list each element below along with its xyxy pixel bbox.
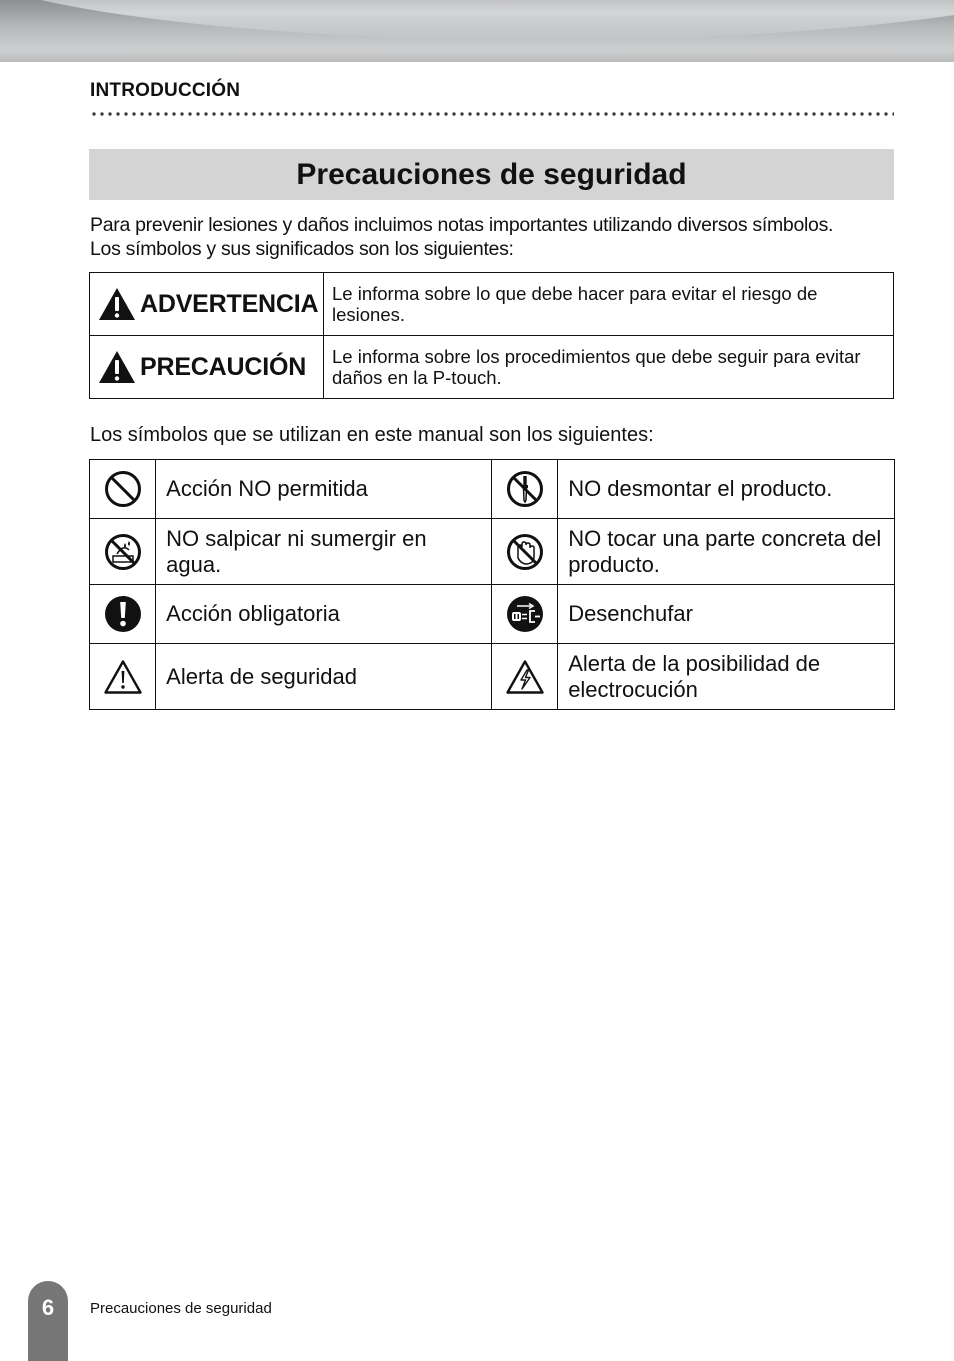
signal-word-warning: ADVERTENCIA: [140, 289, 319, 318]
symbol-label: Acción obligatoria: [156, 585, 492, 644]
page-number-tab: [28, 1281, 68, 1361]
signal-word-table: [89, 272, 894, 399]
section-label: INTRODUCCIÓN: [90, 80, 241, 101]
table-row: [90, 460, 895, 519]
signal-row-warning: [90, 273, 894, 336]
symbols-intro: Los símbolos que se utilizan en este manual son los siguientes:: [90, 424, 654, 446]
footer-title: Precauciones de seguridad: [90, 1300, 272, 1317]
signal-word-caution: PRECAUCIÓN: [140, 352, 307, 381]
safety-alert-icon: [103, 659, 143, 695]
symbol-label: NO tocar una parte concreta del producto.: [558, 519, 895, 585]
signal-desc-caution: Le informa sobre los procedimientos que debe seguir para evitar daños en la P-touch.: [324, 336, 894, 399]
symbol-label: Alerta de seguridad: [156, 644, 492, 710]
dotted-divider: [90, 110, 894, 118]
symbol-label: NO desmontar el producto.: [558, 460, 895, 519]
page-title: Precauciones de seguridad: [296, 157, 687, 191]
top-banner: [0, 0, 954, 62]
warning-triangle-icon: [98, 287, 136, 321]
no-disassemble-icon: [505, 469, 545, 509]
table-row: [90, 644, 895, 710]
electric-shock-icon: [505, 659, 545, 695]
table-row: [90, 585, 895, 644]
no-touch-icon: [505, 532, 545, 572]
intro-line-2: Los símbolos y sus significados son los siguientes:: [90, 238, 514, 260]
prohibited-icon: [103, 469, 143, 509]
intro-line-1: Para prevenir lesiones y daños incluimos notas importantes utilizando diversos símbolos.: [90, 214, 834, 236]
no-water-icon: [103, 532, 143, 572]
symbols-table: [89, 459, 895, 710]
mandatory-action-icon: [103, 594, 143, 634]
intro-text: [90, 213, 900, 261]
signal-desc-warning: Le informa sobre lo que debe hacer para evitar el riesgo de lesiones.: [324, 273, 894, 336]
title-bar: [89, 149, 894, 200]
page-number: 6: [41, 1295, 55, 1320]
unplug-icon: [505, 594, 545, 634]
symbol-label: Desenchufar: [558, 585, 895, 644]
symbol-label: NO salpicar ni sumergir en agua.: [156, 519, 492, 585]
symbol-label: Alerta de la posibilidad de electrocución: [558, 644, 895, 710]
table-row: [90, 519, 895, 585]
symbol-label: Acción NO permitida: [156, 460, 492, 519]
signal-row-caution: [90, 336, 894, 399]
warning-triangle-icon: [98, 350, 136, 384]
